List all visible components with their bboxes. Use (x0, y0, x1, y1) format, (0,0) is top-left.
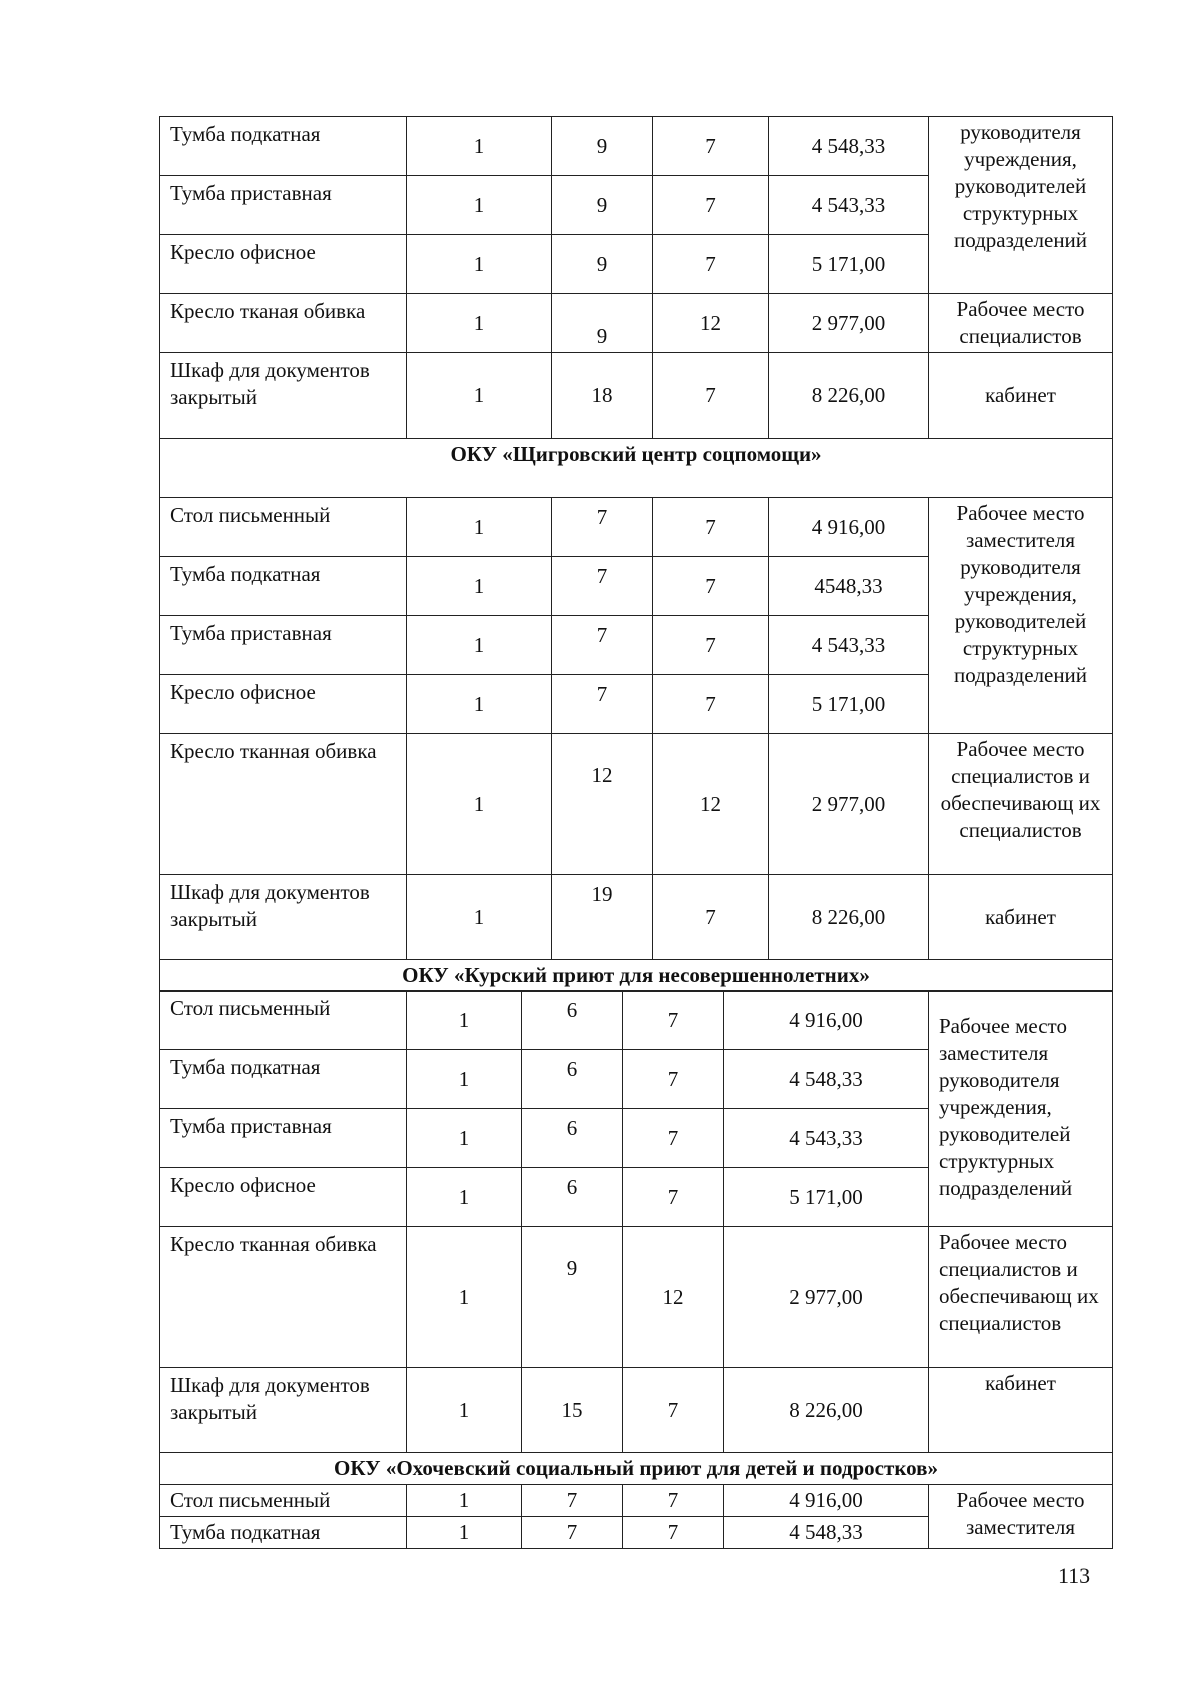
item-qty: 1 (407, 1227, 522, 1368)
item-note: Рабочее место заместителя руководителя учреждения, руководителей структурных подразделений (929, 498, 1113, 734)
table-top (159, 116, 1113, 992)
item-qty: 1 (407, 557, 552, 616)
item-col3: 7 (522, 1485, 623, 1517)
table-bottom (159, 990, 1113, 1549)
item-col4: 7 (653, 176, 769, 235)
item-col4: 7 (653, 353, 769, 439)
item-price: 5 171,00 (769, 675, 929, 734)
item-col3: 18 (552, 353, 653, 439)
item-col4: 7 (653, 616, 769, 675)
item-note: кабинет (929, 875, 1113, 960)
item-qty: 1 (407, 1109, 522, 1168)
item-col3: 7 (552, 616, 653, 675)
item-col3: 9 (522, 1227, 623, 1368)
item-price: 5 171,00 (769, 235, 929, 294)
item-price: 8 226,00 (769, 353, 929, 439)
item-col4: 7 (623, 1109, 724, 1168)
item-col3: 9 (552, 117, 653, 176)
page-number: 113 (1058, 1563, 1091, 1588)
item-qty: 1 (407, 991, 522, 1050)
item-col3: 7 (522, 1517, 623, 1549)
item-note: Рабочее место специалистов (929, 294, 1113, 353)
item-qty: 1 (407, 616, 552, 675)
item-name: Тумба подкатная (160, 117, 407, 176)
item-col3: 6 (522, 1109, 623, 1168)
item-col3: 9 (552, 176, 653, 235)
item-qty: 1 (407, 1517, 522, 1549)
table-row (160, 294, 1113, 353)
item-col4: 7 (653, 498, 769, 557)
item-note: Рабочее место заместителя (929, 1485, 1113, 1549)
item-price: 2 977,00 (769, 734, 929, 875)
item-price: 4 916,00 (724, 1485, 929, 1517)
section-title: ОКУ «Щигровский центр соцпомощи» (160, 439, 1113, 498)
item-col4: 12 (653, 294, 769, 353)
table-row (160, 875, 1113, 960)
section-header (160, 1453, 1113, 1485)
item-col3: 7 (552, 675, 653, 734)
item-note: кабинет (929, 353, 1113, 439)
item-col3: 7 (552, 498, 653, 557)
item-qty: 1 (407, 235, 552, 294)
item-col4: 7 (623, 991, 724, 1050)
item-col3: 6 (522, 1168, 623, 1227)
item-note: руководителя учреждения, руководителей структурных подразделений (929, 117, 1113, 294)
item-price: 8 226,00 (724, 1368, 929, 1453)
item-qty: 1 (407, 294, 552, 353)
item-name: Кресло тканная обивка (160, 1227, 407, 1368)
item-col4: 12 (623, 1227, 724, 1368)
item-name: Стол письменный (160, 1485, 407, 1517)
item-name: Стол письменный (160, 498, 407, 557)
item-qty: 1 (407, 875, 552, 960)
item-name: Тумба подкатная (160, 1517, 407, 1549)
item-col4: 7 (653, 675, 769, 734)
item-name: Кресло офисное (160, 235, 407, 294)
table-row (160, 1368, 1113, 1453)
item-qty: 1 (407, 1485, 522, 1517)
item-name: Кресло офисное (160, 675, 407, 734)
item-name: Кресло офисное (160, 1168, 407, 1227)
item-price: 4 548,33 (769, 117, 929, 176)
item-col3: 19 (552, 875, 653, 960)
item-price: 2 977,00 (769, 294, 929, 353)
table-row (160, 734, 1113, 875)
item-name: Кресло тканая обивка (160, 294, 407, 353)
item-qty: 1 (407, 1368, 522, 1453)
item-col4: 7 (623, 1050, 724, 1109)
table-row (160, 353, 1113, 439)
section-title: ОКУ «Охочевский социальный приют для детей и подростков» (160, 1453, 1113, 1485)
section-header (160, 960, 1113, 992)
item-col3: 6 (522, 1050, 623, 1109)
item-name: Стол письменный (160, 991, 407, 1050)
item-price: 4 543,33 (769, 616, 929, 675)
item-name: Кресло тканная обивка (160, 734, 407, 875)
item-price: 4 916,00 (724, 991, 929, 1050)
table-row (160, 117, 1113, 176)
item-col3: 15 (522, 1368, 623, 1453)
item-note: кабинет (929, 1368, 1113, 1453)
item-col3: 7 (552, 557, 653, 616)
item-price: 2 977,00 (724, 1227, 929, 1368)
item-col4: 7 (653, 875, 769, 960)
item-qty: 1 (407, 353, 552, 439)
item-note: Рабочее место заместителя руководителя учреждения, руководителей структурных подразделений (929, 991, 1113, 1227)
item-col4: 7 (653, 235, 769, 294)
item-col3: 6 (522, 991, 623, 1050)
item-name: Тумба подкатная (160, 557, 407, 616)
item-price: 4 543,33 (769, 176, 929, 235)
item-price: 5 171,00 (724, 1168, 929, 1227)
item-col3: 12 (552, 734, 653, 875)
item-name: Шкаф для документов закрытый (160, 875, 407, 960)
item-qty: 1 (407, 117, 552, 176)
item-col4: 7 (653, 557, 769, 616)
item-qty: 1 (407, 1050, 522, 1109)
item-col4: 7 (623, 1517, 724, 1549)
item-name: Тумба подкатная (160, 1050, 407, 1109)
item-name: Тумба приставная (160, 616, 407, 675)
item-col4: 7 (623, 1485, 724, 1517)
item-qty: 1 (407, 734, 552, 875)
item-col4: 7 (653, 117, 769, 176)
item-col4: 7 (623, 1168, 724, 1227)
item-col3: 9 (552, 235, 653, 294)
section-header (160, 439, 1113, 498)
item-col3: 9 (552, 294, 653, 353)
item-price: 4 543,33 (724, 1109, 929, 1168)
table-row (160, 498, 1113, 557)
table-row (160, 1485, 1113, 1517)
section-title: ОКУ «Курский приют для несовершеннолетних» (160, 960, 1113, 992)
item-qty: 1 (407, 675, 552, 734)
table-row (160, 1227, 1113, 1368)
item-name: Тумба приставная (160, 1109, 407, 1168)
item-price: 4 916,00 (769, 498, 929, 557)
item-col4: 7 (623, 1368, 724, 1453)
item-name: Шкаф для документов закрытый (160, 1368, 407, 1453)
item-price: 8 226,00 (769, 875, 929, 960)
item-qty: 1 (407, 498, 552, 557)
item-note: Рабочее место специалистов и обеспечивающ их специалистов (929, 1227, 1113, 1368)
item-qty: 1 (407, 176, 552, 235)
item-price: 4 548,33 (724, 1517, 929, 1549)
item-qty: 1 (407, 1168, 522, 1227)
item-price: 4 548,33 (724, 1050, 929, 1109)
table-row (160, 991, 1113, 1050)
item-note: Рабочее место специалистов и обеспечивающ их специалистов (929, 734, 1113, 875)
item-col4: 12 (653, 734, 769, 875)
item-price: 4548,33 (769, 557, 929, 616)
item-name: Тумба приставная (160, 176, 407, 235)
item-name: Шкаф для документов закрытый (160, 353, 407, 439)
